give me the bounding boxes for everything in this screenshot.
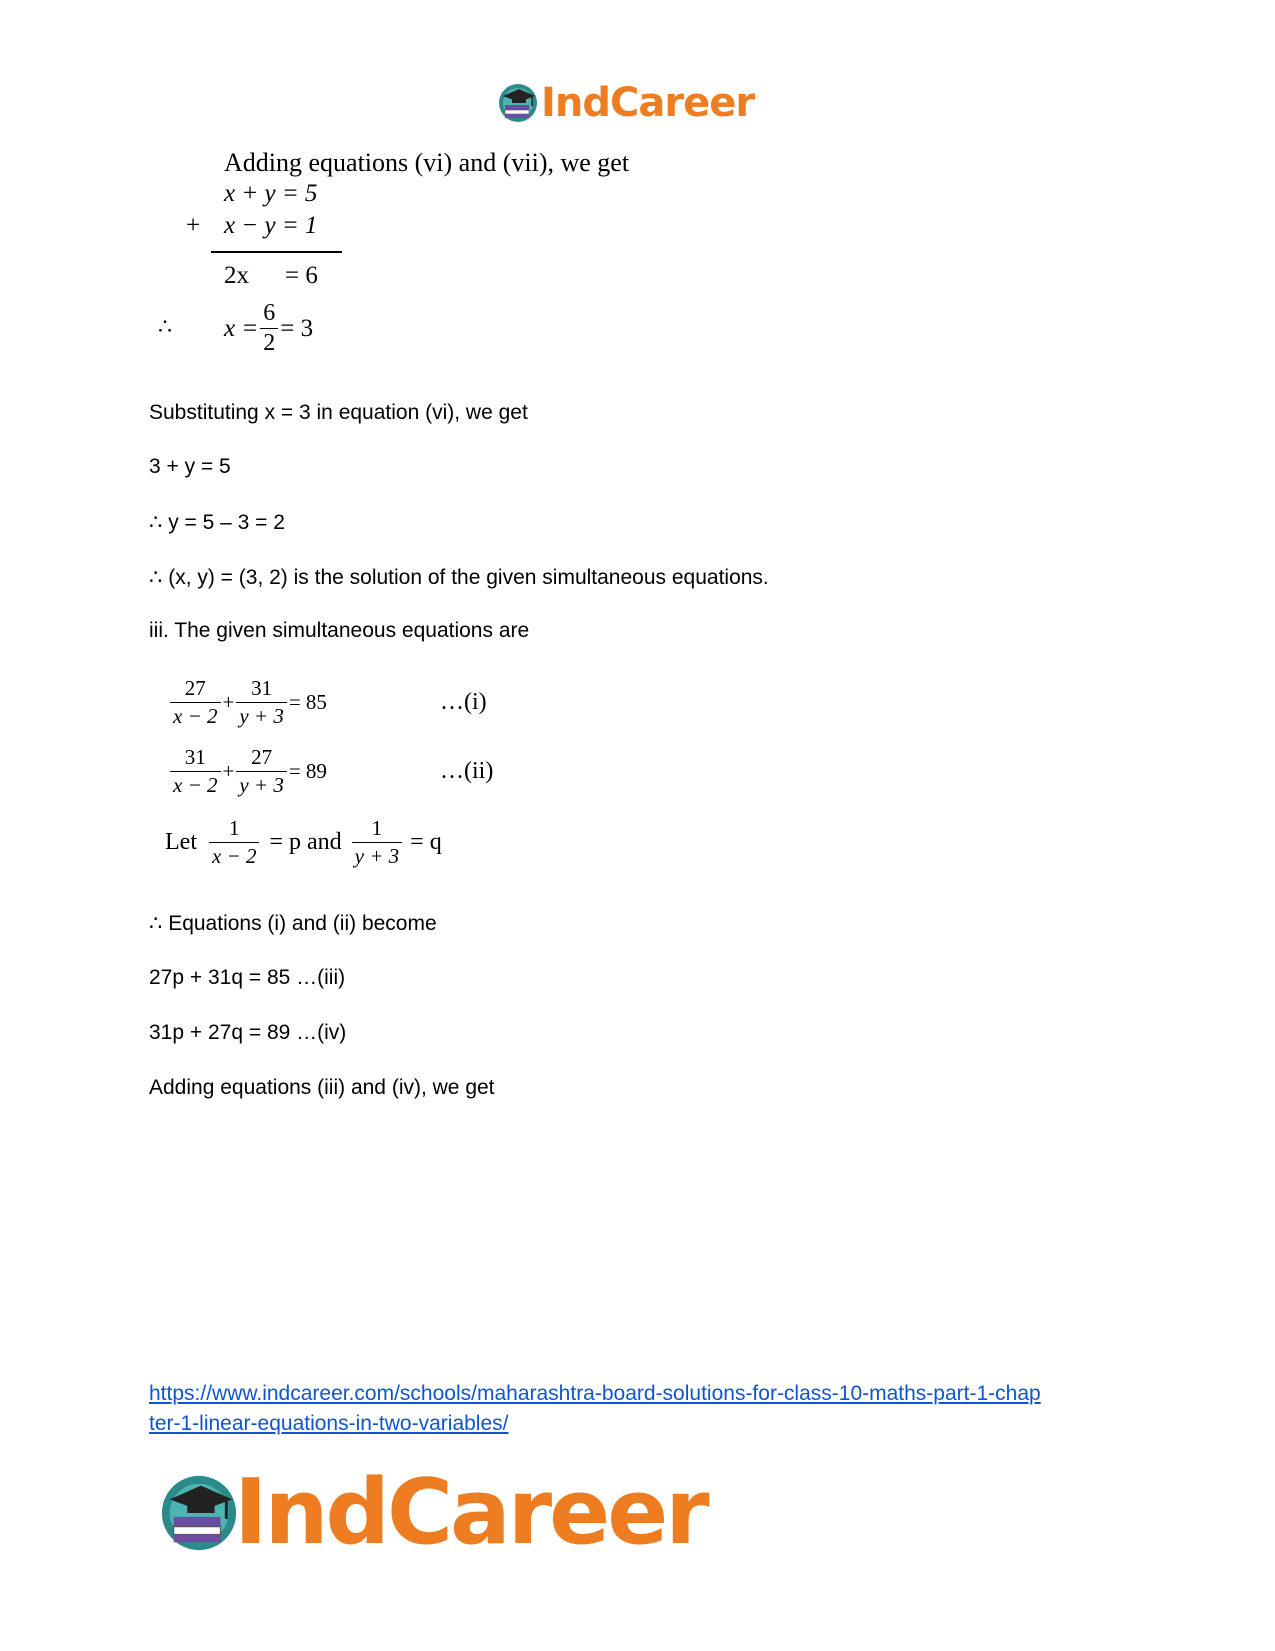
fraction-numerator: 27 bbox=[184, 676, 206, 700]
footer-logo bbox=[158, 1460, 707, 1565]
adding-intro: Adding equations (vi) and (vii), we get bbox=[224, 148, 630, 177]
therefore-symbol: ∴ bbox=[158, 314, 172, 339]
equation-3-plus-y: 3 + y = 5 bbox=[149, 455, 231, 478]
let-word: Let bbox=[165, 829, 197, 855]
fraction-numerator: 6 bbox=[263, 300, 276, 326]
equations-become: ∴ Equations (i) and (ii) become bbox=[149, 912, 437, 935]
fraction-numerator: 1 bbox=[228, 816, 240, 840]
substitution-text: Substituting x = 3 in equation (vi), we get bbox=[149, 401, 528, 424]
x-solution bbox=[224, 300, 313, 357]
eq2-rhs: = 89 bbox=[288, 759, 327, 783]
fraction-denominator: x − 2 bbox=[209, 842, 260, 869]
let-mid: = p and bbox=[269, 829, 342, 855]
source-link-line-1[interactable]: https://www.indcareer.com/schools/maharashtra-board-solutions-for-class-10-maths-part-1-chap bbox=[149, 1382, 1041, 1405]
plus-sign: + bbox=[222, 690, 235, 714]
source-link[interactable] bbox=[149, 1379, 1041, 1439]
x-solution-lhs: x = bbox=[224, 314, 259, 342]
equation-i bbox=[168, 676, 327, 729]
equation-x-minus-y: x − y = 1 bbox=[224, 212, 318, 239]
solution-statement: ∴ (x, y) = (3, 2) is the solution of the given simultaneous equations. bbox=[149, 566, 769, 589]
fraction-denominator: y + 3 bbox=[352, 842, 403, 869]
let-rhs: = q bbox=[410, 829, 442, 855]
fraction-denominator: x − 2 bbox=[170, 771, 221, 798]
fraction-numerator: 27 bbox=[251, 745, 273, 769]
logo-wordmark: IndCareer bbox=[234, 1460, 707, 1565]
fraction-denominator: y + 3 bbox=[236, 771, 287, 798]
fraction-denominator: x − 2 bbox=[170, 702, 221, 729]
fraction-denominator: y + 3 bbox=[236, 702, 287, 729]
part-iii-intro: iii. The given simultaneous equations are bbox=[149, 619, 530, 642]
eq1-fraction-a bbox=[170, 676, 221, 729]
graduation-cap-book-icon bbox=[158, 1472, 240, 1554]
plus-sign: + bbox=[222, 759, 235, 783]
x-solution-fraction bbox=[260, 300, 278, 357]
equation-ii bbox=[168, 745, 327, 798]
fraction-numerator: 1 bbox=[371, 816, 383, 840]
eq1-rhs: = 85 bbox=[288, 690, 327, 714]
let-fraction-q bbox=[352, 816, 403, 869]
sum-divider bbox=[211, 251, 342, 253]
sum-lhs: 2x bbox=[224, 262, 249, 289]
equation-iii: 27p + 31q = 85 …(iii) bbox=[149, 966, 346, 989]
eq1-fraction-b bbox=[236, 676, 287, 729]
adding-iii-iv: Adding equations (iii) and (iv), we get bbox=[149, 1076, 495, 1099]
source-link-line-2[interactable]: ter-1-linear-equations-in-two-variables/ bbox=[149, 1412, 509, 1435]
graduation-cap-book-icon bbox=[497, 82, 539, 124]
plus-sign: + bbox=[186, 212, 201, 239]
sum-rhs: = 6 bbox=[285, 262, 318, 289]
x-solution-rhs: = 3 bbox=[280, 314, 314, 342]
equation-ii-tag: …(ii) bbox=[440, 758, 494, 784]
logo-wordmark: IndCareer bbox=[541, 80, 755, 126]
fraction-denominator: 2 bbox=[260, 328, 278, 357]
y-result: ∴ y = 5 – 3 = 2 bbox=[149, 511, 285, 534]
substitution-let bbox=[165, 816, 442, 869]
header-logo bbox=[497, 80, 754, 126]
equation-iv: 31p + 27q = 89 …(iv) bbox=[149, 1021, 347, 1044]
let-fraction-p bbox=[209, 816, 260, 869]
equation-x-plus-y: x + y = 5 bbox=[224, 180, 318, 207]
eq2-fraction-b bbox=[236, 745, 287, 798]
fraction-numerator: 31 bbox=[184, 745, 206, 769]
fraction-numerator: 31 bbox=[251, 676, 273, 700]
equation-i-tag: …(i) bbox=[440, 689, 487, 715]
eq2-fraction-a bbox=[170, 745, 221, 798]
